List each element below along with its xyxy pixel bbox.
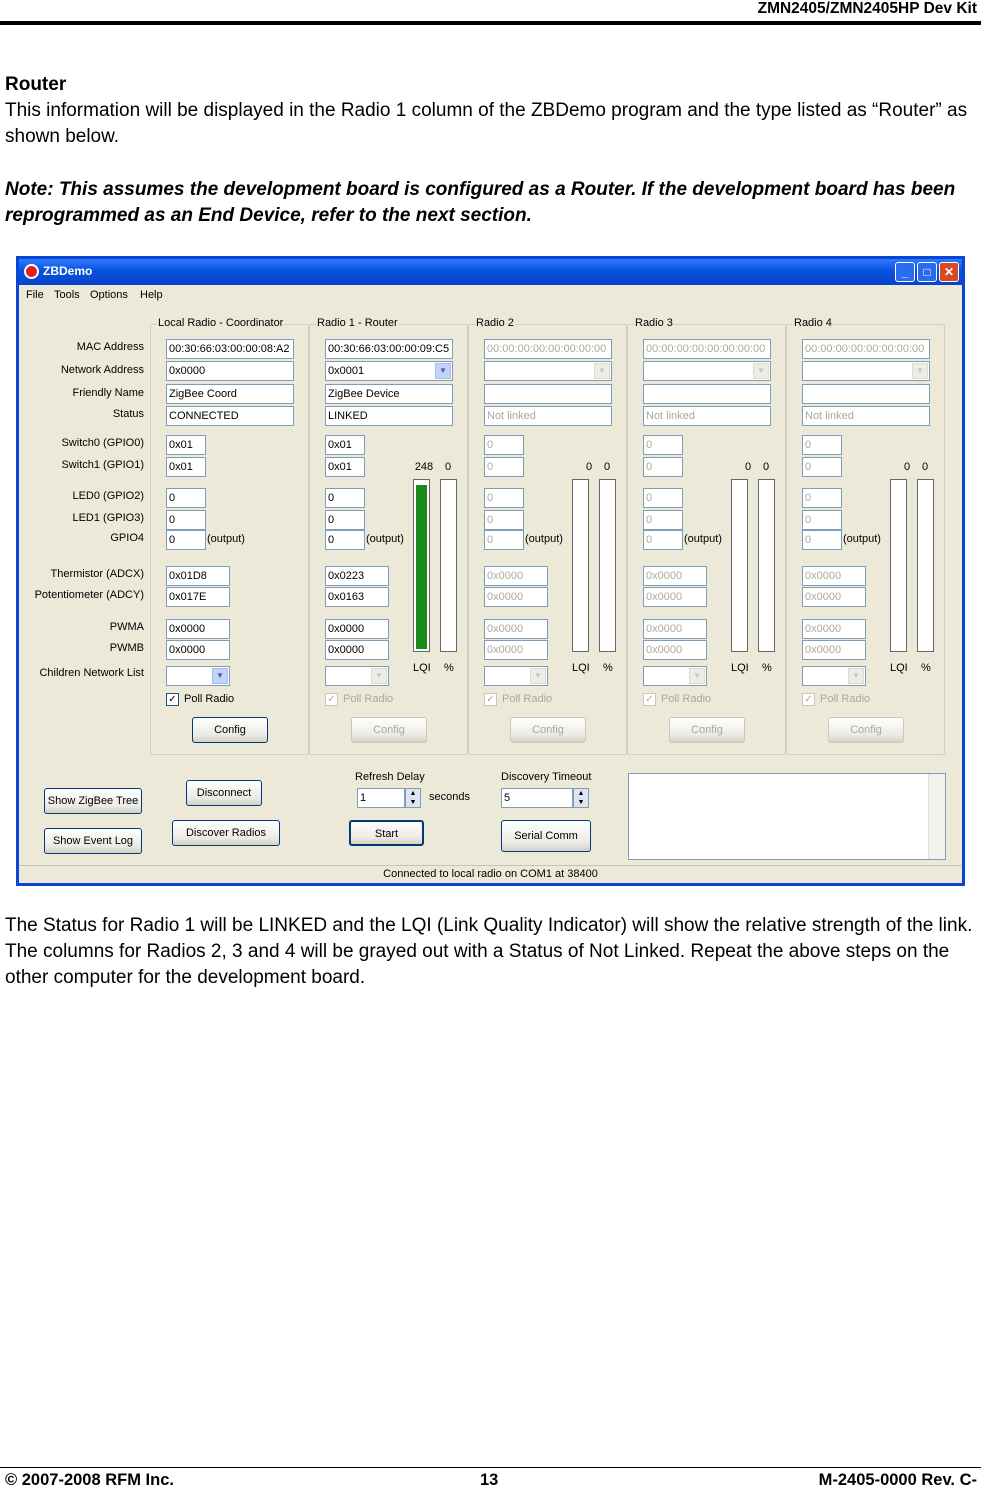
label-status: Status: [112, 408, 144, 420]
event-log-textbox[interactable]: [628, 773, 946, 860]
percent-value: 0: [444, 461, 452, 473]
lqi-bar: [731, 479, 748, 652]
percent-bar: [917, 479, 934, 652]
menu-tools[interactable]: Tools: [54, 289, 80, 301]
friendly-name-field[interactable]: [802, 384, 930, 404]
status-field: Not linked: [484, 406, 612, 426]
switch1-field: 0x01: [325, 457, 365, 477]
seconds-label: seconds: [429, 791, 470, 803]
percent-label: %: [444, 662, 454, 674]
menu-bar: [19, 285, 962, 305]
config-button[interactable]: Config: [510, 717, 586, 743]
status-bar: Connected to local radio on COM1 at 38400: [19, 865, 962, 883]
pwma-field[interactable]: 0x0000: [643, 619, 707, 639]
show-event-log-button[interactable]: Show Event Log: [44, 828, 142, 854]
network-address-field[interactable]: 0x0000: [166, 361, 294, 381]
poll-radio-label: Poll Radio: [820, 693, 871, 705]
percent-bar: [599, 479, 616, 652]
pwmb-field[interactable]: 0x0000: [643, 640, 707, 660]
group-radio-2: [468, 317, 627, 755]
lqi-label: LQI: [890, 662, 908, 674]
intro-paragraph: This information will be displayed in the Radio 1 column of the ZBDemo program and the type listed as “Router” as shown below.: [5, 100, 968, 147]
lqi-value: 248: [414, 461, 434, 473]
label-network-address: Network Address: [60, 364, 144, 376]
switch1-field: 0x01: [166, 457, 206, 477]
gpio4-field[interactable]: 0: [802, 530, 842, 550]
maximize-icon[interactable]: □: [917, 262, 937, 282]
percent-label: %: [762, 662, 772, 674]
poll-radio-checkbox[interactable]: ✓: [484, 693, 497, 706]
percent-value: 0: [603, 461, 611, 473]
group-radio-3: [627, 317, 786, 755]
poll-radio-label: Poll Radio: [502, 693, 553, 705]
pwmb-field[interactable]: 0x0000: [325, 640, 389, 660]
potentiometer-field: 0x0000: [802, 587, 866, 607]
friendly-name-field[interactable]: ZigBee Coord: [166, 384, 294, 404]
status-field: CONNECTED: [166, 406, 294, 426]
lqi-bar: [413, 479, 430, 652]
lqi-bar-fill: [416, 485, 427, 649]
gpio4-field[interactable]: 0: [484, 530, 524, 550]
label-potentiometer: Potentiometer (ADCY): [34, 589, 144, 601]
switch0-field: 0: [643, 435, 683, 455]
pwmb-field[interactable]: 0x0000: [484, 640, 548, 660]
footer-rule: [0, 1467, 981, 1468]
led0-field[interactable]: 0: [643, 488, 683, 508]
label-led1: LED1 (GPIO3): [72, 512, 144, 524]
group-local-radio: [150, 317, 309, 755]
friendly-name-field[interactable]: [484, 384, 612, 404]
led0-field[interactable]: 0: [484, 488, 524, 508]
refresh-delay-input[interactable]: 1: [357, 788, 405, 808]
thermistor-field: 0x0000: [484, 566, 548, 586]
switch1-field: 0: [802, 457, 842, 477]
children-list-combo[interactable]: [643, 666, 707, 686]
label-gpio4: GPIO4: [110, 532, 144, 544]
pwma-field[interactable]: 0x0000: [325, 619, 389, 639]
title-bar: [19, 259, 962, 285]
led1-field[interactable]: 0: [166, 510, 206, 530]
label-switch1: Switch1 (GPIO1): [61, 459, 144, 471]
group-radio-1: [309, 317, 468, 755]
poll-radio-checkbox[interactable]: ✓: [325, 693, 338, 706]
discovery-timeout-spinner[interactable]: ▲ ▼: [573, 788, 589, 808]
config-button[interactable]: Config: [669, 717, 745, 743]
led0-field[interactable]: 0: [166, 488, 206, 508]
chevron-down-icon: ▼: [530, 668, 546, 684]
label-thermistor: Thermistor (ADCX): [50, 568, 144, 580]
chevron-down-icon: ▼: [212, 668, 228, 684]
output-label: (output): [366, 533, 404, 545]
status-field: LINKED: [325, 406, 453, 426]
note-paragraph: Note: This assumes the development board is configured as a Router. If the development board has been reprogrammed as an End Device, refer to the next section.: [5, 179, 956, 226]
status-field: Not linked: [802, 406, 930, 426]
switch0-field: 0x01: [166, 435, 206, 455]
label-children-list: Children Network List: [39, 667, 144, 679]
after-paragraph: The Status for Radio 1 will be LINKED and the LQI (Link Quality Indicator) will show the relative strength of the link. The columns for Radios 2, 3 and 4 will be grayed out with a Status of Not Linked. Repeat the above steps on the other computer for the development board.: [5, 915, 973, 988]
thermistor-field: 0x0000: [643, 566, 707, 586]
poll-radio-checkbox[interactable]: ✓: [166, 693, 179, 706]
percent-label: %: [921, 662, 931, 674]
thermistor-field: 0x01D8: [166, 566, 230, 586]
network-address-value: 0x0001: [328, 365, 365, 377]
chevron-down-icon: ▼: [912, 363, 928, 379]
footer-page-number: 13: [480, 1471, 499, 1489]
label-friendly-name: Friendly Name: [72, 387, 144, 399]
mac-field[interactable]: 00:30:66:03:00:00:08:A2: [166, 339, 294, 359]
label-pwma: PWMA: [109, 621, 144, 633]
mac-field[interactable]: 00:30:66:03:00:00:09:C5: [325, 339, 453, 359]
percent-bar: [758, 479, 775, 652]
section-heading: Router: [5, 74, 67, 95]
percent-bar: [440, 479, 457, 652]
switch1-field: 0: [643, 457, 683, 477]
poll-radio-label: Poll Radio: [661, 693, 712, 705]
config-button[interactable]: Config: [828, 717, 904, 743]
pwma-field[interactable]: 0x0000: [166, 619, 230, 639]
header-rule: [0, 21, 981, 25]
output-label: (output): [843, 533, 881, 545]
chevron-down-icon: ▼: [594, 363, 610, 379]
mac-field[interactable]: 00:00:00:00:00:00:00:00: [643, 339, 771, 359]
footer-copyright: © 2007-2008 RFM Inc.: [5, 1471, 174, 1489]
refresh-delay-spinner[interactable]: ▲ ▼: [405, 788, 421, 808]
lqi-value: 0: [744, 461, 752, 473]
gpio4-field[interactable]: 0: [166, 530, 206, 550]
lqi-value: 0: [903, 461, 911, 473]
percent-value: 0: [762, 461, 770, 473]
led0-field[interactable]: 0: [325, 488, 365, 508]
minimize-icon[interactable]: _: [895, 262, 915, 282]
poll-radio-label: Poll Radio: [184, 693, 235, 705]
close-icon[interactable]: ✕: [939, 262, 959, 282]
group-radio-4: [786, 317, 945, 755]
lqi-label: LQI: [731, 662, 749, 674]
switch0-field: 0: [484, 435, 524, 455]
lqi-value: 0: [585, 461, 593, 473]
children-list-combo[interactable]: [802, 666, 866, 686]
poll-radio-checkbox[interactable]: ✓: [643, 693, 656, 706]
poll-radio-label: Poll Radio: [343, 693, 394, 705]
discovery-timeout-input[interactable]: 5: [501, 788, 573, 808]
lqi-label: LQI: [572, 662, 590, 674]
pwma-field[interactable]: 0x0000: [484, 619, 548, 639]
potentiometer-field: 0x0163: [325, 587, 389, 607]
start-button[interactable]: Start: [349, 820, 424, 846]
label-pwmb: PWMB: [109, 642, 144, 654]
lqi-bar: [890, 479, 907, 652]
led1-field[interactable]: 0: [484, 510, 524, 530]
config-button[interactable]: Config: [192, 717, 268, 743]
lqi-bar: [572, 479, 589, 652]
gpio4-field[interactable]: 0: [643, 530, 683, 550]
switch1-field: 0: [484, 457, 524, 477]
thermistor-field: 0x0223: [325, 566, 389, 586]
children-list-combo[interactable]: [166, 666, 230, 686]
percent-value: 0: [921, 461, 929, 473]
status-field: Not linked: [643, 406, 771, 426]
children-list-combo[interactable]: [325, 666, 389, 686]
pwmb-field[interactable]: 0x0000: [166, 640, 230, 660]
scrollbar[interactable]: [928, 774, 945, 859]
led1-field[interactable]: 0: [802, 510, 842, 530]
led1-field[interactable]: 0: [325, 510, 365, 530]
app-icon: [24, 264, 39, 279]
group-title: Radio 1 - Router: [317, 317, 398, 329]
poll-radio-checkbox[interactable]: ✓: [802, 693, 815, 706]
network-address-combo[interactable]: [643, 361, 771, 381]
window-title: ZBDemo: [43, 264, 93, 278]
discovery-timeout-label: Discovery Timeout: [501, 771, 592, 783]
mac-field[interactable]: 00:00:00:00:00:00:00:00: [802, 339, 930, 359]
menu-help[interactable]: Help: [140, 289, 163, 301]
network-address-combo[interactable]: [802, 361, 930, 381]
output-label: (output): [207, 533, 245, 545]
footer-doc-number: M-2405-0000 Rev. C-: [818, 1471, 977, 1489]
group-title: Local Radio - Coordinator: [158, 317, 284, 329]
serial-comm-button[interactable]: Serial Comm: [501, 820, 591, 852]
led1-field[interactable]: 0: [643, 510, 683, 530]
thermistor-field: 0x0000: [802, 566, 866, 586]
label-led0: LED0 (GPIO2): [72, 490, 144, 502]
group-title: Radio 2: [476, 317, 514, 329]
potentiometer-field: 0x0000: [484, 587, 548, 607]
menu-options[interactable]: Options: [90, 289, 128, 301]
output-label: (output): [525, 533, 563, 545]
disconnect-button[interactable]: Disconnect: [186, 780, 262, 806]
chevron-down-icon: ▼: [753, 363, 769, 379]
label-mac-address: MAC Address: [76, 341, 144, 353]
children-list-combo[interactable]: [484, 666, 548, 686]
show-zigbee-tree-button[interactable]: Show ZigBee Tree: [44, 788, 142, 814]
friendly-name-field[interactable]: [643, 384, 771, 404]
running-header: ZMN2405/ZMN2405HP Dev Kit: [757, 0, 977, 17]
potentiometer-field: 0x017E: [166, 587, 230, 607]
potentiometer-field: 0x0000: [643, 587, 707, 607]
chevron-down-icon: ▼: [435, 363, 451, 379]
config-button[interactable]: Config: [351, 717, 427, 743]
zbdemo-window: [16, 256, 965, 886]
pwma-field[interactable]: 0x0000: [802, 619, 866, 639]
menu-file[interactable]: File: [26, 289, 44, 301]
gpio4-field[interactable]: 0: [325, 530, 365, 550]
led0-field[interactable]: 0: [802, 488, 842, 508]
refresh-delay-label: Refresh Delay: [355, 771, 425, 783]
discover-radios-button[interactable]: Discover Radios: [172, 820, 280, 846]
chevron-down-icon: ▼: [689, 668, 705, 684]
label-switch0: Switch0 (GPIO0): [61, 437, 144, 449]
group-title: Radio 3: [635, 317, 673, 329]
lqi-label: LQI: [413, 662, 431, 674]
percent-label: %: [603, 662, 613, 674]
friendly-name-field[interactable]: ZigBee Device: [325, 384, 453, 404]
mac-field[interactable]: 00:00:00:00:00:00:00:00: [484, 339, 612, 359]
network-address-combo[interactable]: [484, 361, 612, 381]
chevron-down-icon: ▼: [848, 668, 864, 684]
output-label: (output): [684, 533, 722, 545]
switch0-field: 0: [802, 435, 842, 455]
group-title: Radio 4: [794, 317, 832, 329]
switch0-field: 0x01: [325, 435, 365, 455]
pwmb-field[interactable]: 0x0000: [802, 640, 866, 660]
network-address-combo[interactable]: [325, 361, 453, 381]
chevron-down-icon: ▼: [371, 668, 387, 684]
